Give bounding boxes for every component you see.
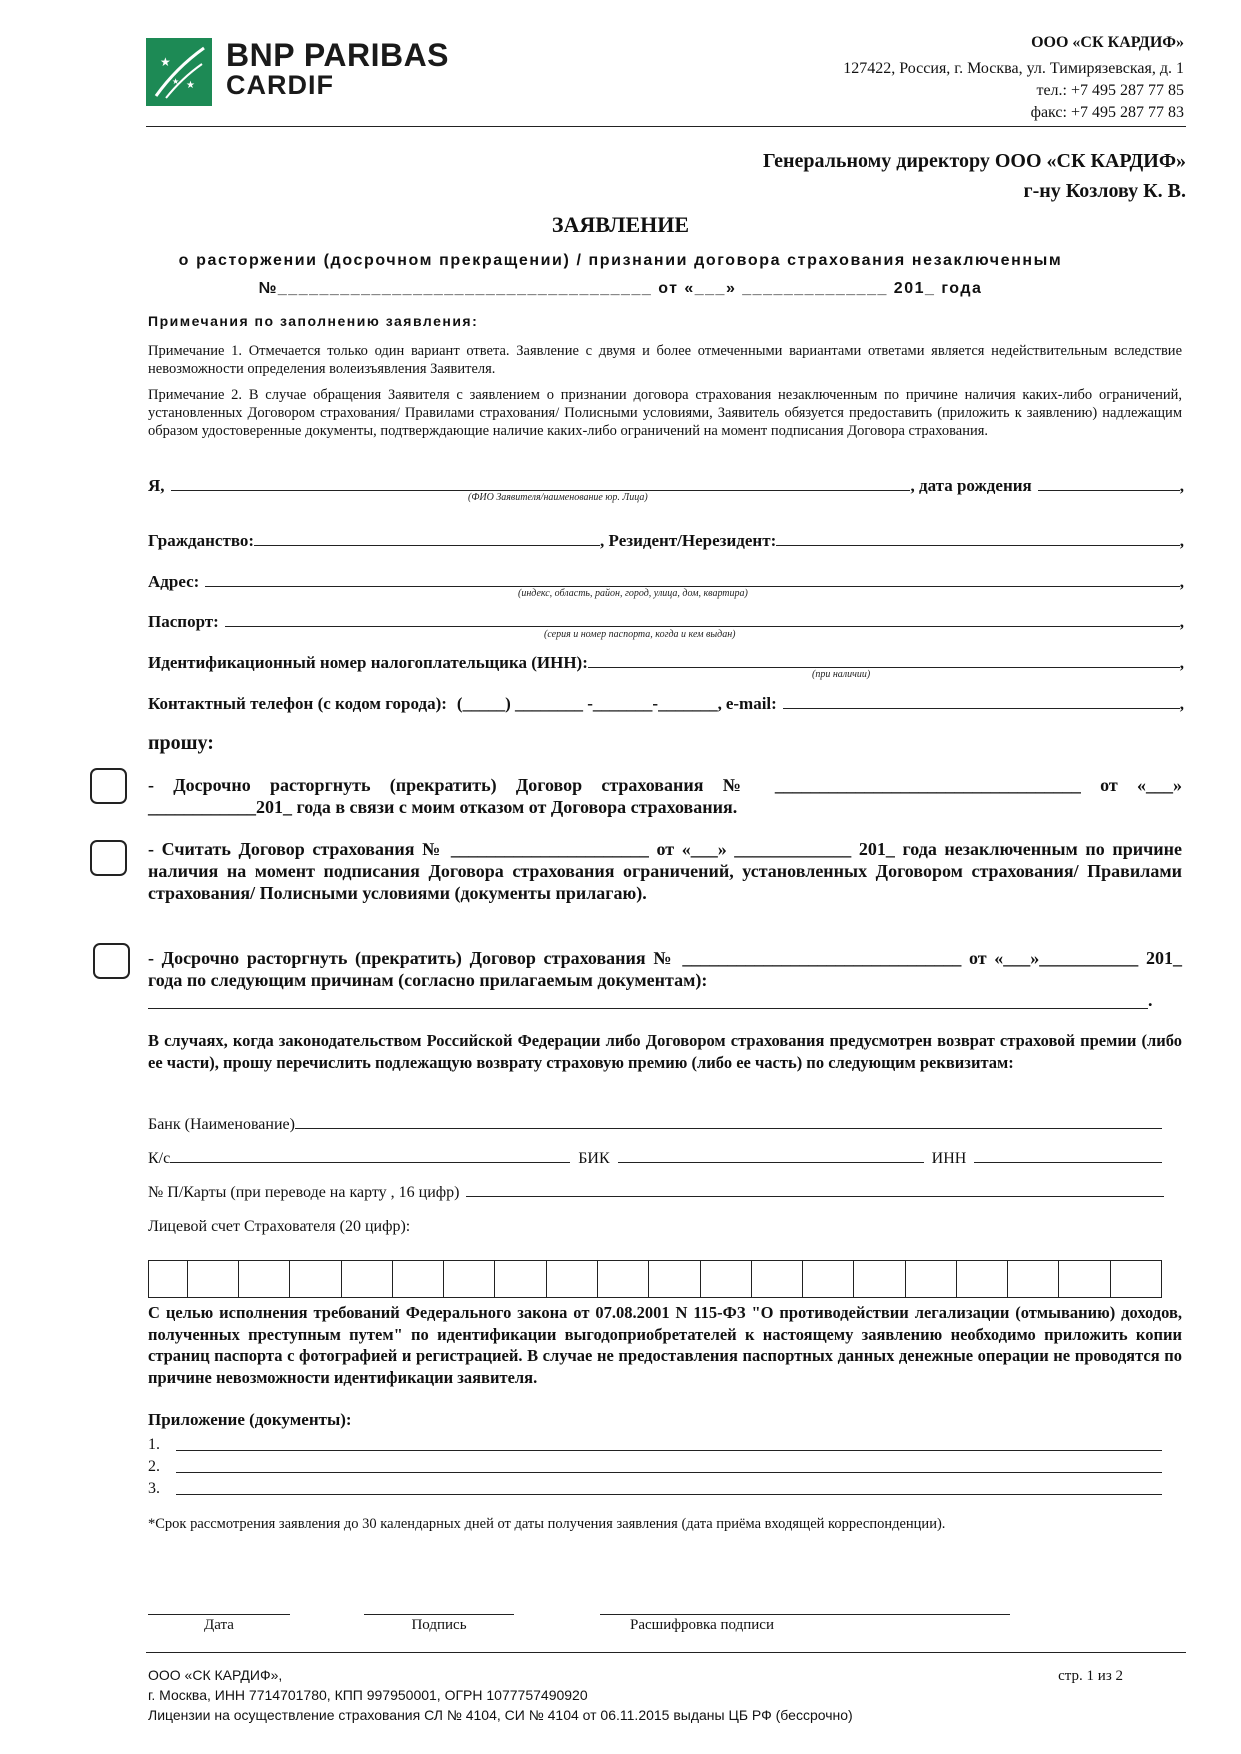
svg-text:★: ★ xyxy=(160,55,171,69)
card-field[interactable] xyxy=(148,1178,1164,1202)
footer-line2: г. Москва, ИНН 7714701780, КПП 997950001, ОГРН 1077757490920 xyxy=(148,1687,588,1703)
comma: , xyxy=(1179,694,1184,713)
ks-input-line[interactable] xyxy=(170,1161,570,1163)
attachment-input-line[interactable] xyxy=(176,1449,1162,1451)
account-cell[interactable] xyxy=(188,1261,239,1297)
logo-line1: BNP PARIBAS xyxy=(226,37,450,73)
signature-block[interactable] xyxy=(364,1614,514,1634)
request-label: прошу: xyxy=(148,732,214,754)
note-2: Примечание 2. В случае обращения Заявителя с заявлением о признании договора страхования незаключенным по причине наличия каких-либо ограничений, установленных Договором страхования/ Правилами страхования/ Полисными условиями, Заявитель обязуется предоставить (приложить к заявлению) надлежащим образом удостоверенные документы, подтверждающие наличие каких-либо ограничений на момент подписания Договора страхования. xyxy=(148,387,1182,439)
header-phone: тел.: +7 495 287 77 85 xyxy=(1036,82,1184,99)
citizenship-input-line[interactable] xyxy=(254,544,600,546)
term-note: *Срок рассмотрения заявления до 30 календарных дней от даты получения заявления (дата приёма входящей корреспонденции). xyxy=(148,1516,946,1532)
citizenship-label: Гражданство: xyxy=(148,531,255,550)
option-2-checkbox[interactable] xyxy=(90,840,127,876)
svg-text:★: ★ xyxy=(186,80,195,91)
date-caption: Дата xyxy=(204,1617,234,1633)
logo-emblem xyxy=(146,38,212,106)
account-cell[interactable] xyxy=(752,1261,803,1297)
page-title: ЗАЯВЛЕНИЕ xyxy=(551,212,690,237)
refund-text: В случаях, когда законодательством Российской Федерации либо Договором страхования предусмотрен возврат страховой премии (либо ее части), прошу перечислить подлежащую возврату страховую премию (либо ее часть) по следующим реквизитам: xyxy=(148,1031,1182,1072)
footer-line3: Лицензии на осуществление страхования СЛ № 4104, СИ № 4104 от 06.11.2015 выданы ЦБ РФ (бессрочно) xyxy=(148,1707,853,1723)
account-cell[interactable] xyxy=(547,1261,598,1297)
passport-input-line[interactable] xyxy=(225,625,1180,627)
inn-field[interactable] xyxy=(148,649,1184,673)
contact-phone-field[interactable] xyxy=(148,690,1184,714)
card-label: № П/Карты (при переводе на карту , 16 цифр) xyxy=(148,1184,460,1201)
bik-input-line[interactable] xyxy=(618,1161,924,1163)
account-cell[interactable] xyxy=(495,1261,546,1297)
header-fax: факс: +7 495 287 77 83 xyxy=(1030,104,1184,121)
signature-caption: Подпись xyxy=(411,1617,467,1633)
resident-input-line[interactable] xyxy=(776,544,1180,546)
name-hint: (ФИО Заявителя/наименование юр. Лица) xyxy=(468,492,648,503)
option-2-text: - Считать Договор страхования № ______________________ от «___» _____________ 201_ года незаключенным по причине наличия на момент подписания Договора страхования ограничений, установленных Договором страхования/ Правилами страхования/ Полисными условиями (документы прилагаю). xyxy=(148,839,1182,903)
decoding-caption: Расшифровка подписи xyxy=(630,1617,774,1633)
account-cell[interactable] xyxy=(854,1261,905,1297)
attachment-number: 2. xyxy=(148,1458,160,1475)
inn-input-line[interactable] xyxy=(588,666,1180,668)
attachment-number: 3. xyxy=(148,1480,160,1497)
account-cell[interactable] xyxy=(1008,1261,1059,1297)
stars-icon xyxy=(146,38,212,106)
card-input-line[interactable] xyxy=(466,1195,1165,1197)
date-signature-block[interactable] xyxy=(148,1614,290,1634)
passport-hint: (серия и номер паспорта, когда и кем выдан) xyxy=(544,629,736,640)
birth-input-line[interactable] xyxy=(1038,489,1180,491)
address-label: Адрес: xyxy=(148,572,200,591)
logo-wordmark xyxy=(226,37,450,100)
name-input-line[interactable] xyxy=(171,489,911,491)
option-1-text: - Досрочно расторгнуть (прекратить) Договор страхования № __________________________________ от «___» ____________201_ года в связи с моим отказом от Договора страхования. xyxy=(148,775,1182,817)
bank-label: Банк (Наименование) xyxy=(148,1116,295,1133)
name-field[interactable] xyxy=(148,472,1184,496)
option-3-period: . xyxy=(1148,990,1153,1010)
comma: , xyxy=(1179,572,1184,591)
attachments-heading: Приложение (документы): xyxy=(148,1410,352,1429)
account-cell[interactable] xyxy=(444,1261,495,1297)
bank-inn-input-line[interactable] xyxy=(974,1161,1162,1163)
account-cell[interactable] xyxy=(598,1261,649,1297)
phone-pattern[interactable]: (_____) ________ -_______-_______, xyxy=(456,694,722,713)
attachment-input-line[interactable] xyxy=(176,1471,1162,1473)
notes-heading: Примечания по заполнению заявления: xyxy=(148,313,479,329)
account-cell[interactable] xyxy=(342,1261,393,1297)
account-cell[interactable] xyxy=(957,1261,1008,1297)
bik-label: БИК xyxy=(578,1150,610,1167)
bank-inn-label: ИНН xyxy=(931,1150,967,1167)
attachment-input-line[interactable] xyxy=(176,1493,1162,1495)
logo-line2: CARDIF xyxy=(226,70,334,100)
account-cell[interactable] xyxy=(1059,1261,1110,1297)
comma: , xyxy=(1179,612,1184,631)
birth-label: , дата рождения xyxy=(910,476,1032,495)
account-cell[interactable] xyxy=(149,1261,188,1297)
account-digit-grid[interactable] xyxy=(148,1260,1162,1298)
name-label: Я, xyxy=(148,476,165,495)
account-field xyxy=(148,1212,1168,1236)
header-address: 127422, Россия, г. Москва, ул. Тимирязевская, д. 1 xyxy=(843,60,1184,77)
ks-label: К/с xyxy=(148,1150,171,1167)
account-cell[interactable] xyxy=(803,1261,854,1297)
account-cell[interactable] xyxy=(701,1261,752,1297)
footer-line1: ООО «СК КАРДИФ», xyxy=(148,1667,283,1683)
contract-number-line[interactable]: №____________________________________ от «___» ______________ 201_ года xyxy=(258,280,983,297)
aml-text: С целью исполнения требований Федерального закона от 07.08.2001 N 115-ФЗ "О противодействии легализации (отмыванию) доходов, полученных преступным путем" по идентификации выгодоприобретателей к настоящему заявлению необходимо приложить копии страниц паспорта с фотографией и регистрацией. В случае не предоставления паспортных данных денежные операции не проводятся по причине невозможности идентификации заявителя. xyxy=(148,1303,1182,1387)
comma: , xyxy=(1179,653,1184,672)
ks-bik-inn-field[interactable] xyxy=(148,1144,1162,1168)
attachment-row-3[interactable] xyxy=(148,1478,1162,1498)
phone-label: Контактный телефон (с кодом города): xyxy=(148,694,447,713)
account-label: Лицевой счет Страхователя (20 цифр): xyxy=(148,1218,411,1235)
passport-label: Паспорт: xyxy=(148,612,219,631)
email-input-line[interactable] xyxy=(783,707,1180,709)
account-cell[interactable] xyxy=(649,1261,700,1297)
account-cell[interactable] xyxy=(1111,1261,1161,1297)
inn-label: Идентификационный номер налогоплательщика (ИНН): xyxy=(148,653,588,672)
citizenship-field[interactable] xyxy=(148,527,1184,551)
decoding-block[interactable] xyxy=(600,1614,1010,1634)
attachment-row-1[interactable] xyxy=(148,1434,1162,1454)
option-3-text: - Досрочно расторгнуть (прекратить) Договор страхования № _______________________________ от «___»___________ 201_ года по следующим причинам (согласно прилагаемым документам): xyxy=(148,948,1182,990)
resident-label: , Резидент/Нерезидент: xyxy=(600,531,777,550)
signature-line[interactable] xyxy=(364,1614,514,1615)
comma: , xyxy=(1179,476,1184,495)
bank-field[interactable] xyxy=(148,1110,1162,1134)
option-3-checkbox[interactable] xyxy=(93,943,130,979)
header-divider xyxy=(146,126,1186,127)
footer-divider xyxy=(146,1652,1186,1653)
addressee-line1: Генеральному директору ООО «СК КАРДИФ» xyxy=(762,150,1186,172)
account-cell[interactable] xyxy=(906,1261,957,1297)
email-label: e-mail: xyxy=(725,694,777,713)
comma: , xyxy=(1179,531,1184,550)
account-cell[interactable] xyxy=(290,1261,341,1297)
bank-input-line[interactable] xyxy=(295,1127,1162,1129)
option-1-checkbox[interactable] xyxy=(90,768,127,804)
addressee-line2: г-ну Козлову К. В. xyxy=(1023,180,1186,202)
option-3-reason-line[interactable] xyxy=(148,1008,1148,1009)
date-line[interactable] xyxy=(148,1614,290,1615)
address-input-line[interactable] xyxy=(205,585,1179,587)
account-cell[interactable] xyxy=(239,1261,290,1297)
page-subtitle: о расторжении (досрочном прекращении) / признании договора страхования незаключенным xyxy=(178,252,1063,269)
inn-hint: (при наличии) xyxy=(812,669,871,680)
page-number: стр. 1 из 2 xyxy=(1058,1668,1123,1684)
decoding-line[interactable] xyxy=(600,1614,1010,1615)
svg-text:★: ★ xyxy=(172,77,180,86)
attachment-number: 1. xyxy=(148,1436,160,1453)
address-hint: (индекс, область, район, город, улица, дом, квартира) xyxy=(518,588,748,599)
note-1: Примечание 1. Отмечается только один вариант ответа. Заявление с двумя и более отмеченными вариантами ответами является недействительным вследствие невозможности определения волеизъявления Заявителя. xyxy=(148,343,1182,377)
attachment-row-2[interactable] xyxy=(148,1456,1162,1476)
account-cell[interactable] xyxy=(393,1261,444,1297)
header-company: ООО «СК КАРДИФ» xyxy=(1031,34,1184,51)
